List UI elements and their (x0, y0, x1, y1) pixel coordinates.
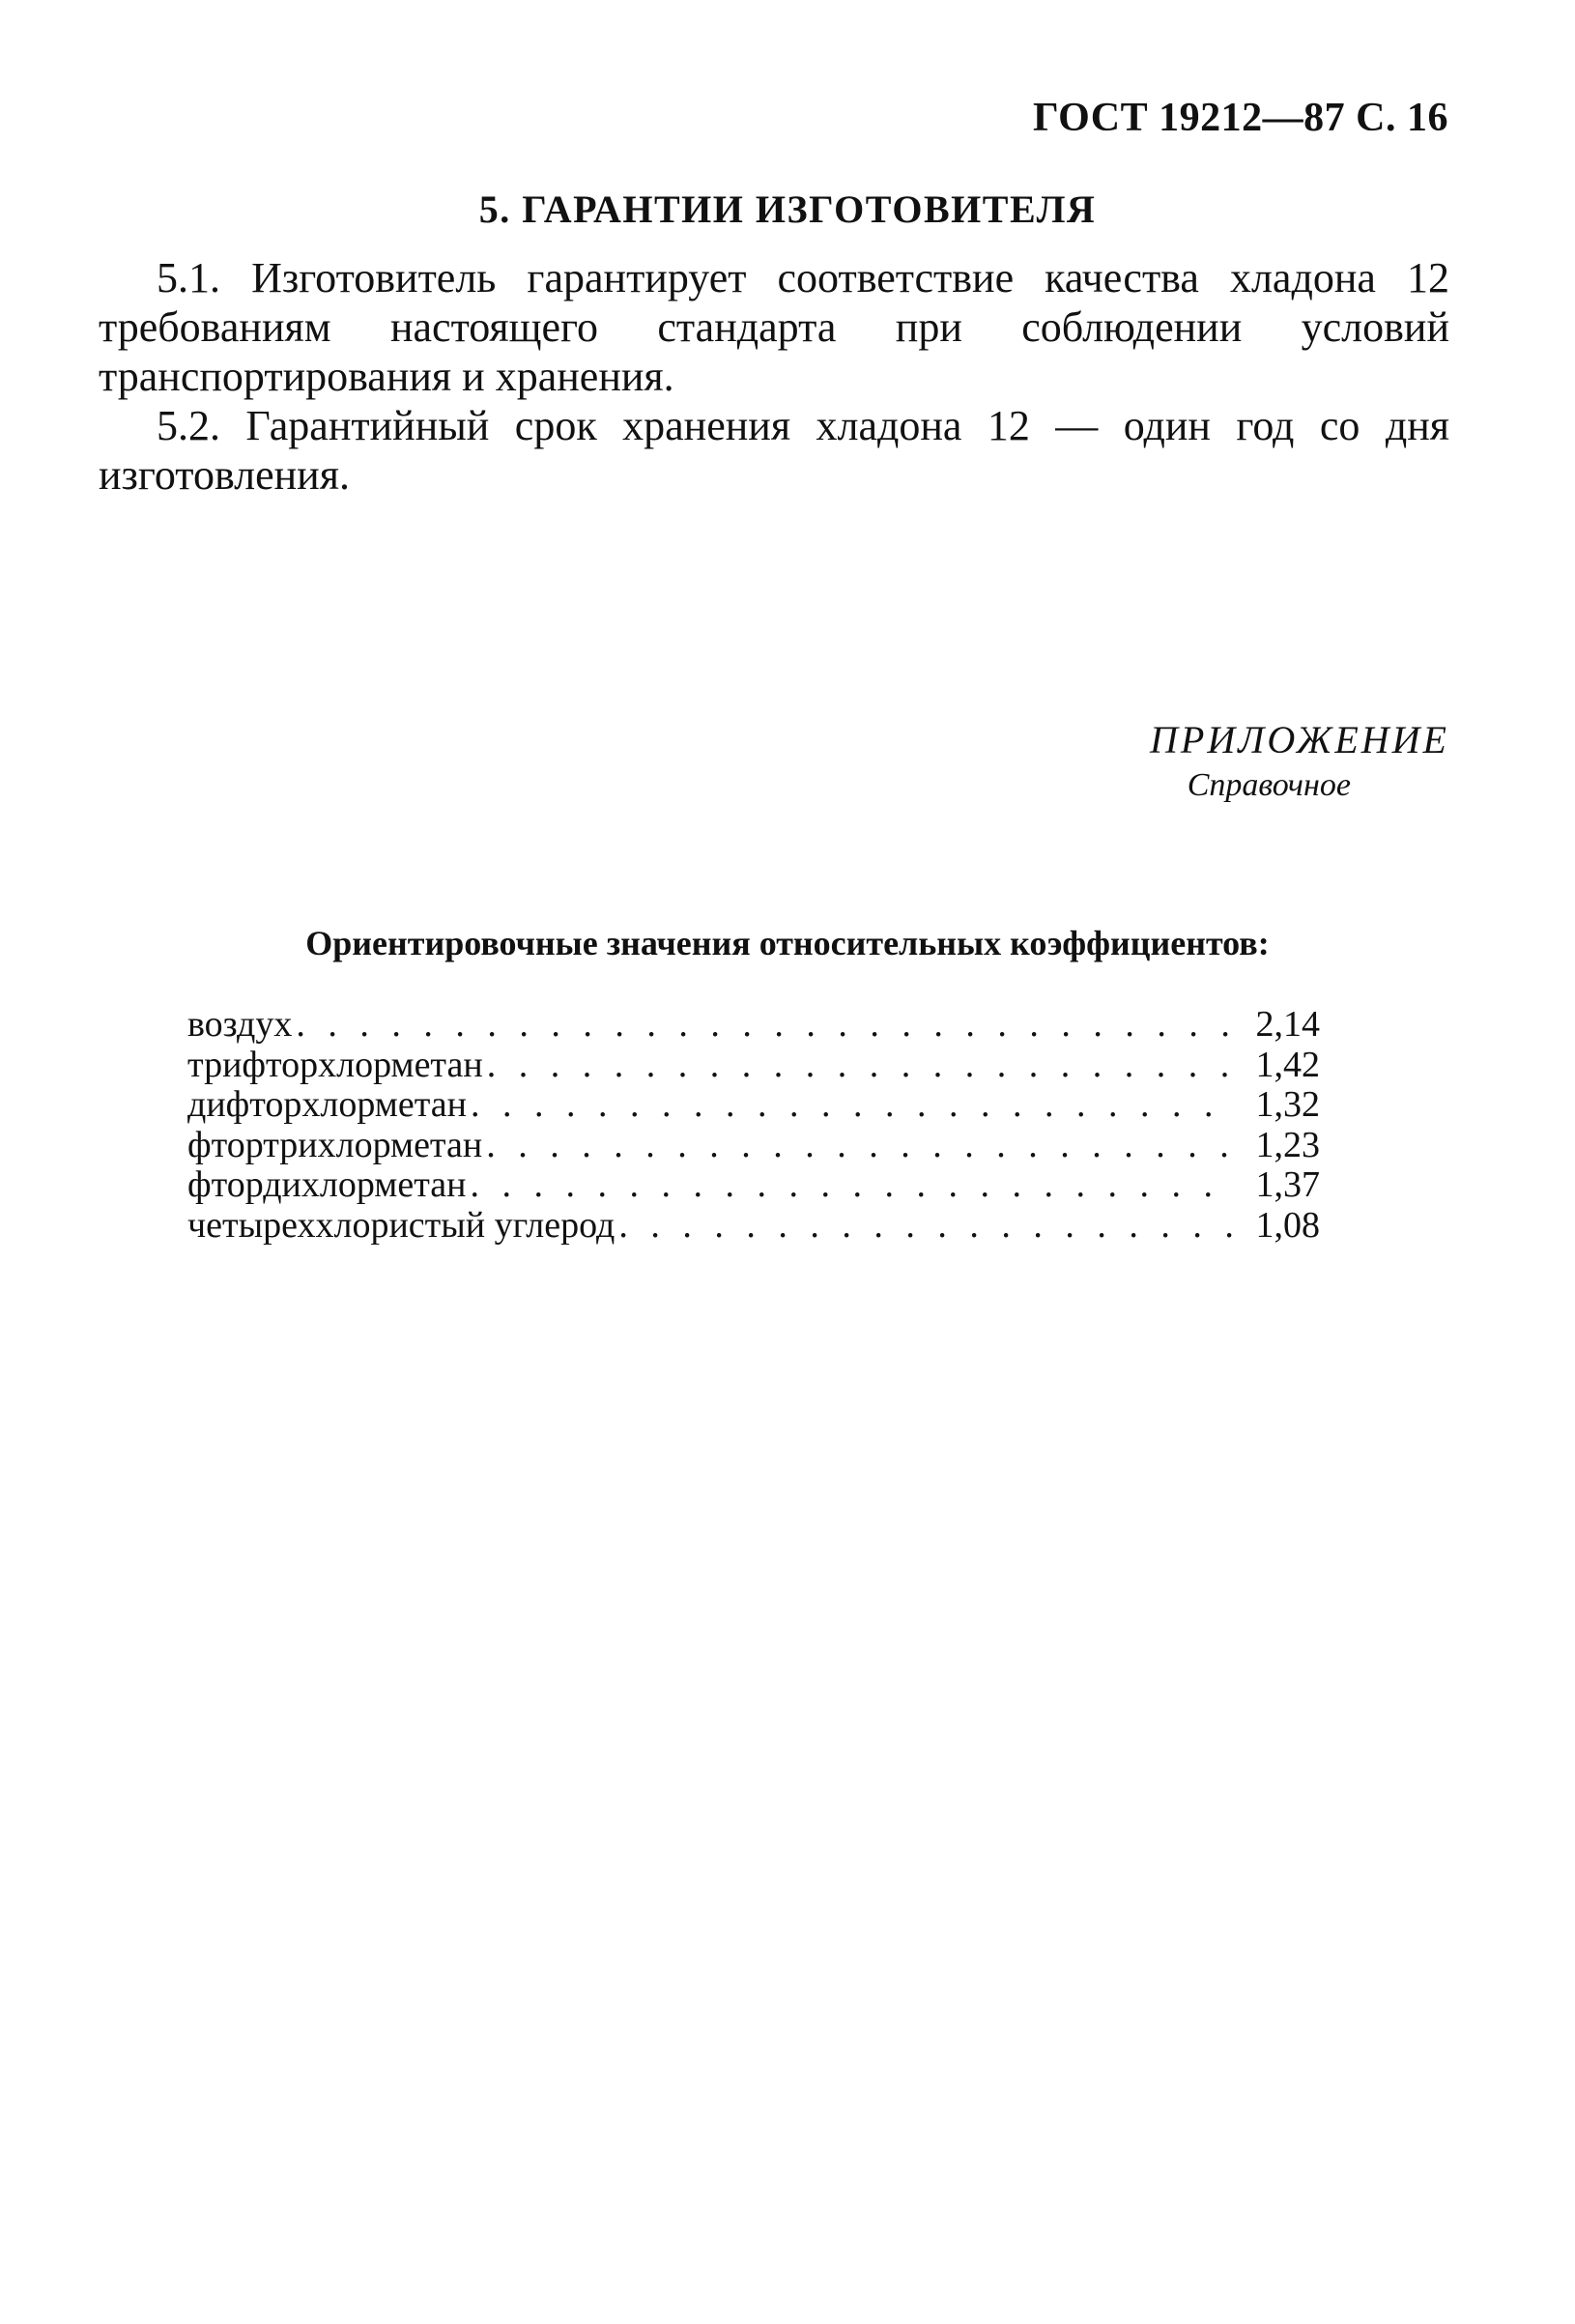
dot-leader (470, 1165, 1235, 1206)
dot-leader (296, 1005, 1235, 1046)
section-body (99, 253, 1449, 500)
coefficient-name: фтордихлорметан (187, 1164, 467, 1205)
page-header: ГОСТ 19212—87 С. 16 (1032, 96, 1448, 140)
appendix-label (1150, 717, 1449, 808)
coefficient-name: воздух (187, 1004, 293, 1045)
coefficient-name: дифторхлорметан (187, 1084, 467, 1125)
coefficient-row (187, 1126, 1320, 1166)
coefficient-row (187, 1085, 1320, 1126)
coefficient-row (187, 1206, 1320, 1247)
dot-leader (487, 1046, 1235, 1086)
coefficient-value: 1,23 (1255, 1124, 1320, 1165)
appendix-subtitle: Справочное (1187, 767, 1351, 803)
dot-leader (618, 1206, 1235, 1247)
coefficient-name: фтортрихлорметан (187, 1124, 483, 1165)
coefficient-name: трифторхлорметан (187, 1044, 483, 1085)
coefficient-value: 1,08 (1255, 1204, 1320, 1246)
coefficient-value: 2,14 (1255, 1004, 1320, 1045)
dot-leader (471, 1085, 1235, 1126)
coefficients-title: Ориентировочные значения относительных коэффициентов: (305, 924, 1270, 962)
paragraph-5-1: 5.1. Изготовитель гарантирует соответствие качества хладона 12 требованиям настоящего стандарта при соблюдении условий транспортирования и хранения. (99, 254, 1449, 400)
coefficient-row (187, 1046, 1320, 1086)
coefficient-row (187, 1165, 1320, 1206)
coefficient-name: четыреххлористый углерод (187, 1204, 616, 1246)
paragraph-5-2: 5.2. Гарантийный срок хранения хладона 12 — один год со дня изготовления. (99, 402, 1449, 499)
coefficient-value: 1,32 (1255, 1084, 1320, 1125)
dot-leader (486, 1126, 1235, 1166)
coefficient-row (187, 1005, 1320, 1046)
coefficient-value: 1,42 (1255, 1044, 1320, 1085)
appendix-title: ПРИЛОЖЕНИЕ (1150, 718, 1449, 761)
section-title: 5. ГАРАНТИИ ИЗГОТОВИТЕЛЯ (478, 187, 1097, 231)
coefficients-list (187, 1005, 1320, 1246)
coefficient-value: 1,37 (1255, 1164, 1320, 1205)
